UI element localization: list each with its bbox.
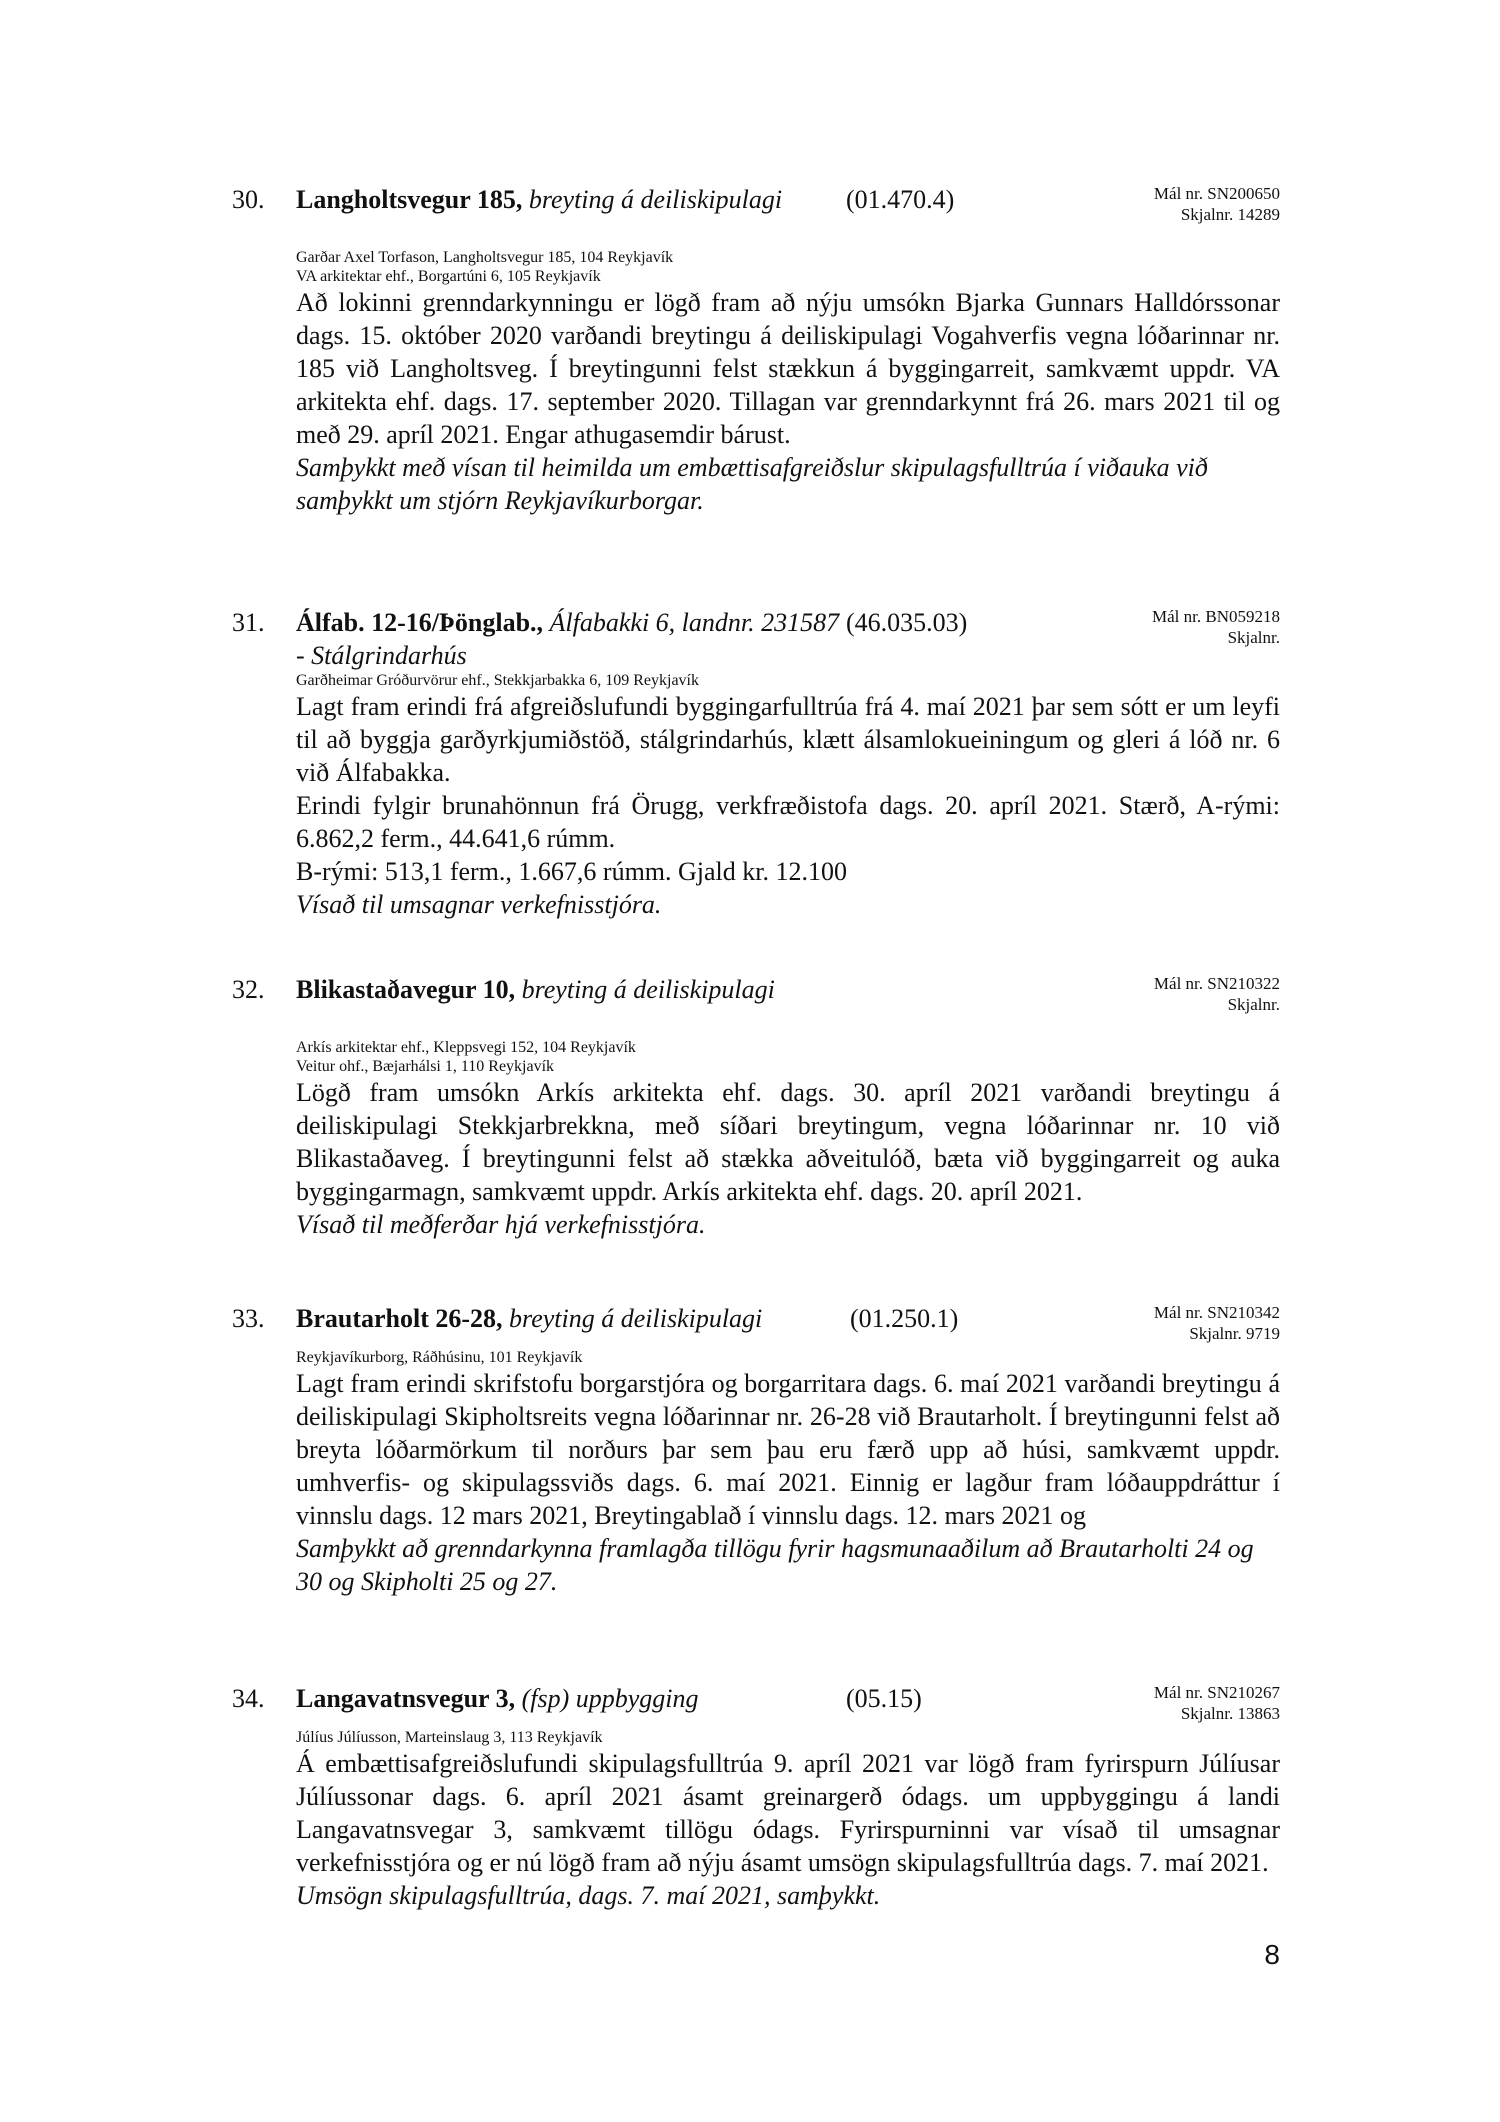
item-code: (05.15) [846,1684,922,1713]
party-line: Veitur ohf., Bæjarhálsi 1, 110 Reykjavík [296,1058,555,1075]
item-code: (46.035.03) [846,608,968,637]
agenda-item-32 [232,973,1280,1241]
agenda-item-34 [232,1682,1280,1912]
party-line: Garðheimar Gróðurvörur ehf., Stekkjarbakka 6, 109 Reykjavík [296,672,699,689]
agenda-item-33 [232,1302,1280,1598]
party-line: Garðar Axel Torfason, Langholtsvegur 185, 104 Reykjavík [296,249,674,266]
document-number: Skjalnr. 9719 [1189,1324,1280,1343]
item-title: Brautarholt 26-28, [296,1304,503,1333]
case-number: Mál nr. SN200650 [1153,184,1280,203]
document-number: Skjalnr. [1227,628,1280,647]
item-description: Á embættisafgreiðslufundi skipulagsfulltrúa 9. apríl 2021 var lögð fram fyrirspurn Júlíusar Júlíussonar dags. 6. apríl 2021 ásamt greinargerð ódags. um uppbyggingu á landi Langavatnsvegar 3, samkvæmt tillögu ódags. Fyrirspurninni var vísað til umsagnar verkefnisstjóra og er nú lögð fram að nýju ásamt umsögn skipulagsfulltrúa dags. 7. maí 2021. [296,1749,1280,1877]
item-title: Langavatnsvegur 3, [296,1684,516,1713]
party-line: Reykjavíkurborg, Ráðhúsinu, 101 Reykjavík [296,1349,583,1366]
item-body [296,1302,1280,1598]
item-code: (01.250.1) [850,1304,959,1333]
item-number: 32. [232,975,265,1004]
item-number: 34. [232,1684,265,1713]
item-conclusion: Samþykkt að grenndarkynna framlagða tillögu fyrir hagsmunaaðilum að Brautarholti 24 og 30 og Skipholti 25 og 27. [296,1534,1254,1596]
item-number: 30. [232,185,265,214]
item-body [296,606,1280,921]
item-number: 31. [232,608,265,637]
item-subtitle: breyting á deiliskipulagi [509,1304,763,1333]
item-subtitle: (fsp) uppbygging [521,1684,699,1713]
party-line: VA arkitektar ehf., Borgartúni 6, 105 Reykjavík [296,268,601,285]
item-description: Að lokinni grenndarkynningu er lögð fram að nýju umsókn Bjarka Gunnars Halldórssonar dags. 15. október 2020 varðandi breytingu á deiliskipulagi Vogahverfis vegna lóðarinnar nr. 185 við Langholtsveg. Í breytingunni felst stækkun á byggingarreit, samkvæmt uppdr. VA arkitekta ehf. dags. 17. september 2020. Tillagan var grenndarkynnt frá 26. mars 2021 til og með 29. apríl 2021. Engar athugasemdir bárust. [296,288,1280,449]
item-conclusion: Umsögn skipulagsfulltrúa, dags. 7. maí 2021, samþykkt. [296,1881,881,1910]
item-conclusion: Vísað til umsagnar verkefnisstjóra. [296,890,662,919]
item-code: (01.470.4) [846,185,955,214]
document-number: Skjalnr. 14289 [1180,205,1280,224]
item-subtitle: breyting á deiliskipulagi [528,185,783,214]
item-subtitle: Álfabakki 6, landnr. 231587 - Stálgrindarhús [296,608,840,670]
case-number: Mál nr. SN210267 [1153,1683,1280,1702]
case-number: Mál nr. SN210322 [1153,974,1280,993]
page-number: 8 [1264,1939,1280,1970]
item-body [296,183,1280,517]
item-conclusion: Vísað til meðferðar hjá verkefnisstjóra. [296,1210,706,1239]
item-description: Lögð fram umsókn Arkís arkitekta ehf. dags. 30. apríl 2021 varðandi breytingu á deiliskipulagi Stekkjarbrekkna, með síðari breytingum, vegna lóðarinnar nr. 10 við Blikastaðaveg. Í breytingunni felst að stækka aðveitulóð, bæta við byggingarreit og auka byggingarmagn, samkvæmt uppdr. Arkís arkitekta ehf. dags. 20. apríl 2021. [296,1078,1280,1206]
item-title: Álfab. 12-16/Þönglab., [296,608,544,637]
item-description: Lagt fram erindi frá afgreiðslufundi byggingarfulltrúa frá 4. maí 2021 þar sem sótt er um leyfi til að byggja garðyrkjumiðstöð, stálgrindarhús, klætt álsamlokueiningum og gleri á lóð nr. 6 við Álfabakka. [296,692,1280,787]
agenda-item-31 [232,606,1280,921]
item-body [296,973,1280,1241]
item-number: 33. [232,1304,265,1333]
item-description: B-rými: 513,1 ferm., 1.667,6 rúmm. Gjald kr. 12.100 [296,857,848,886]
item-body [296,1682,1280,1912]
case-number: Mál nr. BN059218 [1152,607,1280,626]
party-line: Arkís arkitektar ehf., Kleppsvegi 152, 104 Reykjavík [296,1039,636,1056]
case-number: Mál nr. SN210342 [1153,1303,1280,1322]
item-description: Lagt fram erindi skrifstofu borgarstjóra og borgarritara dags. 6. maí 2021 varðandi breytingu á deiliskipulagi Skipholtsreits vegna lóðarinnar nr. 26-28 við Brautarholt. Í breytingunni felst að breyta lóðarmörkum til norðurs þar sem þau eru færð upp að húsi, samkvæmt uppdr. umhverfis- og skipulagssviðs dags. 6. maí 2021. Einnig er lagður fram lóðauppdráttur í vinnslu dags. 12 mars 2021, Breytingablað í vinnslu dags. 12. mars 2021 og [296,1369,1280,1530]
item-title: Blikastaðavegur 10, [296,975,516,1004]
document-number: Skjalnr. [1227,995,1280,1014]
item-title: Langholtsvegur 185, [296,185,523,214]
item-subtitle: breyting á deiliskipulagi [521,975,775,1004]
item-description: Erindi fylgir brunahönnun frá Örugg, verkfræðistofa dags. 20. apríl 2021. Stærð, A-rými: 6.862,2 ferm., 44.641,6 rúmm. [296,791,1280,853]
document-number: Skjalnr. 13863 [1180,1704,1280,1723]
item-conclusion: Samþykkt með vísan til heimilda um embættisafgreiðslur skipulagsfulltrúa í viðauka við samþykkt um stjórn Reykjavíkurborgar. [296,453,1208,515]
party-line: Júlíus Júlíusson, Marteinslaug 3, 113 Reykjavík [296,1729,603,1746]
agenda-item-30 [232,183,1280,517]
